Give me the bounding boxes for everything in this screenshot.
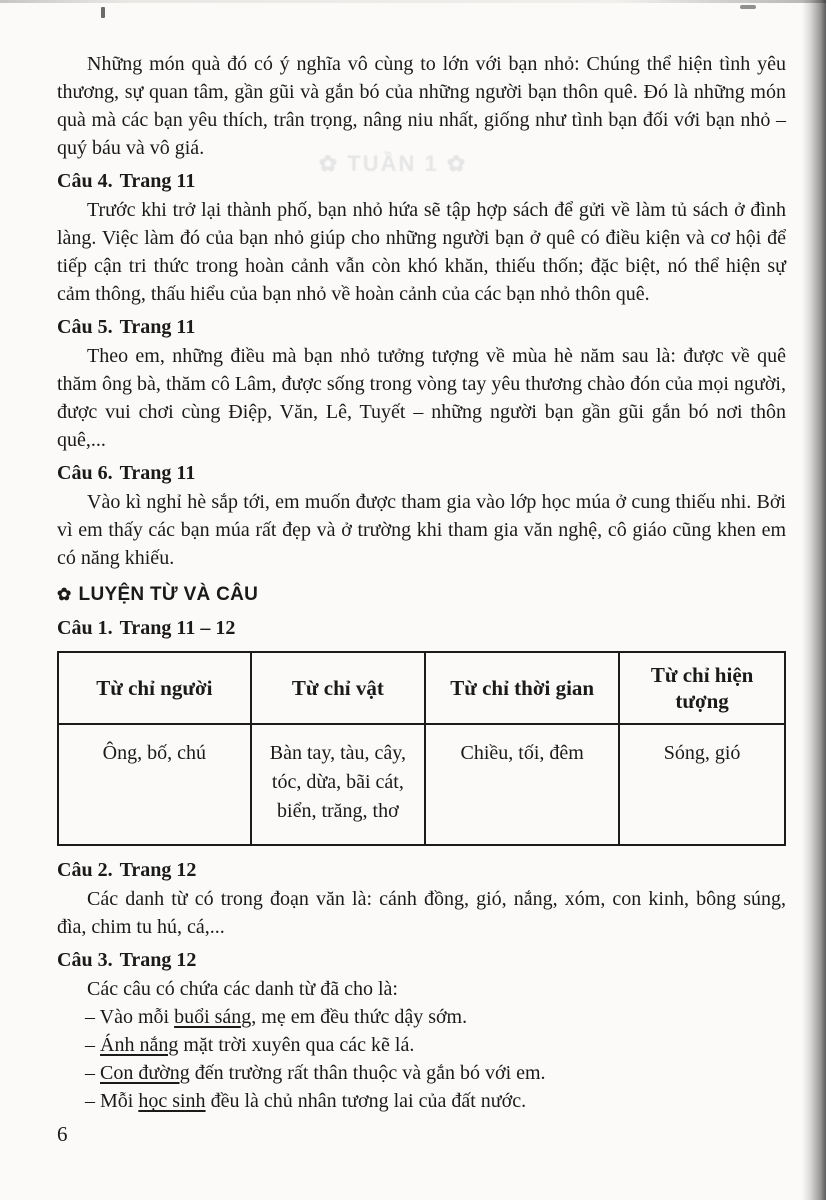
answer-table: [57, 651, 786, 846]
question-body-cau4: Trước khi trở lại thành phố, bạn nhỏ hứa sẽ tập hợp sách để gửi về làm tủ sách ở đình làng. Việc làm đó của bạn nhỏ giúp cho những người bạn ở quê có điều kiện và cơ hội để tiếp cận tri thức trong hoàn cảnh vẫn còn khó khăn, thiếu thốn; đặc biệt, nó thể hiện sự cảm thông, thấu hiểu của bạn nhỏ về hoàn cảnh của các bạn nhỏ thôn quê.: [57, 199, 786, 305]
list-item-text: – Mỗi: [85, 1090, 139, 1112]
list-item-text: – Vào mỗi: [85, 1006, 175, 1028]
question-heading-cau6: [57, 459, 786, 487]
scan-top-edge: [0, 0, 826, 3]
intro-paragraph: Những món quà đó có ý nghĩa vô cùng to lớn với bạn nhỏ: Chúng thể hiện tình yêu thương, sự quan tâm, gần gũi và gắn bó của những người bạn thôn quê. Đó là những món quà mà các bạn yêu thích, trân trọng, nâng niu nhất, giống như tình bạn đối với bạn nhỏ – quý báu và vô giá.: [57, 53, 786, 159]
question-heading-cau5: [57, 313, 786, 341]
question-page-ref: Trang 12: [119, 949, 197, 971]
question-label: Câu 6.: [57, 462, 113, 484]
list-item: [57, 1059, 786, 1087]
question-label: Câu 4.: [57, 170, 113, 192]
question-label: Câu 3.: [57, 949, 113, 971]
table-header-cell: Từ chỉ vật: [251, 652, 425, 724]
question-body-cau2: Các danh từ có trong đoạn văn là: cánh đồng, gió, nắng, xóm, con kinh, bông súng, đìa, chim tu hú, cá,...: [57, 888, 786, 938]
question-page-ref: Trang 11: [119, 462, 196, 484]
question-label: Câu 2.: [57, 859, 113, 881]
underlined-word: buổi sáng: [174, 1006, 252, 1028]
table-row: [58, 724, 785, 845]
list-item-text: –: [85, 1062, 100, 1084]
question-label: Câu 5.: [57, 316, 113, 338]
question-body-cau6: Vào kì nghỉ hè sắp tới, em muốn được tham gia vào lớp học múa ở cung thiếu nhi. Bởi vì em thấy các bạn múa rất đẹp và ở trường khi tham gia văn nghệ, cô giáo cũng khen em có năng khiếu.: [57, 491, 786, 569]
underlined-word: Con đường: [100, 1062, 190, 1084]
question-page-ref: Trang 11: [119, 170, 196, 192]
list-item: [57, 1087, 786, 1115]
table-data-cell: Bàn tay, tàu, cây, tóc, dừa, bãi cát, biển, trăng, thơ: [251, 724, 425, 845]
table-data-cell: Chiều, tối, đêm: [425, 724, 619, 845]
table-header-row: [58, 652, 785, 724]
question-page-ref: Trang 12: [119, 859, 197, 881]
list-item: [57, 1031, 786, 1059]
question-page-ref: Trang 11: [119, 316, 196, 338]
list-item-text: đều là chủ nhân tương lai của đất nước.: [205, 1090, 527, 1112]
flower-icon: ✿: [57, 585, 72, 604]
table-header-cell: Từ chỉ hiện tượng: [619, 652, 785, 724]
question-heading-cau4: [57, 167, 786, 195]
list-item-text: –: [85, 1034, 100, 1056]
list-item-text: mặt trời xuyên qua các kẽ lá.: [178, 1034, 415, 1056]
question-body-cau3-intro: Các câu có chứa các danh từ đã cho là:: [87, 978, 398, 1000]
scan-speck: [101, 7, 105, 18]
scan-speck: [740, 5, 756, 9]
underlined-word: Ánh nắng: [100, 1034, 179, 1056]
table-data-cell: Sóng, gió: [619, 724, 785, 845]
list-item-text: đến trường rất thân thuộc và gắn bó với em.: [189, 1062, 546, 1084]
question-heading-cau3: [57, 946, 786, 974]
question-heading-cau2: [57, 856, 786, 884]
page-number: 6: [57, 1122, 68, 1146]
table-data-cell: Ông, bố, chú: [58, 724, 251, 845]
section-heading: [57, 581, 786, 609]
list-item: [57, 1003, 786, 1031]
question-body-cau5: Theo em, những điều mà bạn nhỏ tưởng tượng về mùa hè năm sau là: được về quê thăm ông bà, thăm cô Lâm, được sống trong vòng tay yêu thương chào đón của mọi người, được vui chơi cùng Điệp, Văn, Lê, Tuyết – những người bạn gần gũi gắn bó nơi thôn quê,...: [57, 345, 786, 451]
underlined-word: học sinh: [138, 1090, 206, 1112]
question-label: Câu 1.: [57, 617, 113, 639]
table-header-cell: Từ chỉ người: [58, 652, 251, 724]
page-content: [57, 50, 786, 1115]
question-page-ref: Trang 11 – 12: [119, 617, 236, 639]
list-item-text: , mẹ em đều thức dậy sớm.: [251, 1006, 468, 1028]
question-heading-cau1: [57, 614, 786, 642]
scan-edge-right: [802, 0, 826, 1200]
bleed-through-text: ✿ TUẦN 1 ✿: [318, 151, 468, 176]
section-title: LUYỆN TỪ VÀ CÂU: [78, 584, 259, 605]
table-header-cell: Từ chỉ thời gian: [425, 652, 619, 724]
